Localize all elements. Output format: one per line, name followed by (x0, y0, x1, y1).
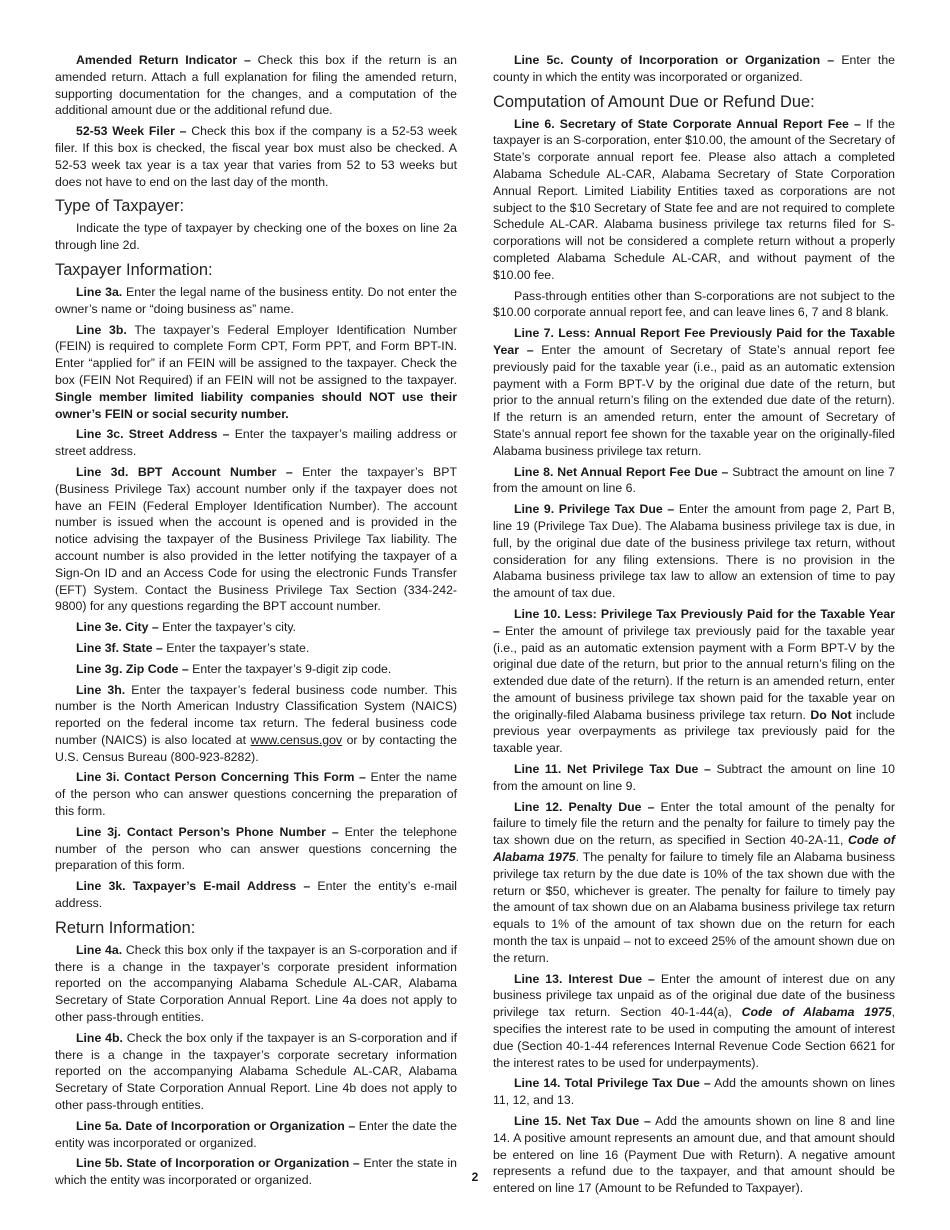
line-5a-paragraph: Line 5a. Date of Incorporation or Organization – Enter the date the entity was incorporated or organized. (55, 1118, 457, 1150)
type-of-taxpayer-heading: Type of Taxpayer: (55, 197, 185, 216)
page-number: 2 (471, 1170, 479, 1184)
line-15-paragraph: Line 15. Net Tax Due – Add the amounts shown on line 8 and line 14. A positive amount represents an amount due, and that amount should be entered on line 16 (Payment Due with Return). A negative amount represents a refund due to the taxpayer, and that amount should be entered on line 17 (Amount to be Refunded to Taxpayer). (493, 1114, 895, 1196)
line-4b-paragraph: Line 4b. Check the box only if the taxpayer is an S-corporation and if there is a change in the taxpayer’s corporate secretary information reported on the accompanying Alabama Schedule AL-CAR, Alabama Secretary of State Corporation Annual Report. Line 4b does not apply to other pass-through entities. (55, 1030, 457, 1113)
census-link[interactable]: www.census.gov (250, 732, 343, 747)
line-8-paragraph: Line 8. Net Annual Report Fee Due – Subtract the amount on line 7 from the amount on line 6. (493, 464, 895, 496)
line-3j-paragraph: Line 3j. Contact Person’s Phone Number – Enter the telephone number of the person who can answer questions concerning the preparation of this form. (55, 824, 457, 873)
line-5b-paragraph: Line 5b. State of Incorporation or Organization – Enter the state in which the entity was incorporated or organized. (55, 1156, 458, 1188)
line-3d-paragraph: Line 3d. BPT Account Number – Enter the taxpayer’s BPT (Business Privilege Tax) account number only if the taxpayer does not have an FEIN (Federal Employer Identification Number). The account number is issued when the account is opened and is provided in the notice advising the taxpayer of the Business Privilege Tax liability. The account number is also provided in the letter notifying the taxpayer of a Sign-On ID and an Access Code for using the electronic Funds Transfer (EFT) System. Contact the Business Privilege Tax Section (334-242-9800) for any questions regarding the BPT account number. (55, 464, 457, 614)
line-10-paragraph: Line 10. Less: Privilege Tax Previously Paid for the Taxable Year – Enter the amount of privilege tax previously paid for the taxable year (i.e., paid as an automatic extension payment with a Form BPT-V by the original due date of the return, but prior to the annual return’s filing on the extended due date of the return). If the return is an amended return, enter the amount of business privilege tax shown paid for the taxable year on the originally-filed Alabama business privilege tax return. Do Not include previous year overpayments as privilege tax previously paid for the taxable year. (493, 606, 895, 756)
amended-return-paragraph: Amended Return Indicator – Check this box if the return is an amended return. Attach a full explanation for filing the amended return, supporting documentation for the changes, and a computation of the additional amount due or the additional refund due. (55, 53, 457, 118)
line-9-paragraph: Line 9. Privilege Tax Due – Enter the amount from page 2, Part B, line 19 (Privilege Tax Due). The Alabama business privilege tax is due, in full, by the original due date of the business privilege tax return, without consideration for any filing extensions. There is no provision in the Alabama business privilege tax law to allow an extension of time to pay the amount of tax due. (493, 502, 895, 601)
line-3c-paragraph: Line 3c. Street Address – Enter the taxpayer’s mailing address or street address. (55, 427, 457, 459)
line-3f-paragraph: Line 3f. State – Enter the taxpayer’s state. (76, 640, 310, 655)
return-information-heading: Return Information: (55, 918, 196, 937)
pass-through-paragraph: Pass-through entities other than S-corporations are not subject to the $10.00 corporate annual report fee, and can leave lines 6, 7 and 8 blank. (493, 288, 895, 320)
line-3e-paragraph: Line 3e. City – Enter the taxpayer’s city. (76, 620, 297, 635)
line-3h-paragraph: Line 3h. Enter the taxpayer’s federal business code number. This number is the North American Industry Classification System (NAICS) reported on the federal income tax return. The federal business code number (NAICS) is also located at www.census.gov or by contacting the U.S. Census Bureau (800-923-8282). (55, 682, 458, 764)
week-filer-paragraph: 52-53 Week Filer – Check this box if the company is a 52-53 week filer. If this box is checked, the fiscal year box must also be checked. A 52-53 week tax year is a tax year that varies from 52 to 53 weeks but does not have to end on the last day of the month. (55, 124, 457, 189)
line-3g-paragraph: Line 3g. Zip Code – Enter the taxpayer’s 9-digit zip code. (76, 661, 392, 676)
line-3a-paragraph: Line 3a. Enter the legal name of the business entity. Do not enter the owner’s name or “doing business as” name. (55, 284, 457, 316)
line-7-paragraph: Line 7. Less: Annual Report Fee Previously Paid for the Taxable Year – Enter the amount of Secretary of State’s annual report fee previously paid for the taxable year (i.e., paid as an automatic extension payment with a Form BPT-V by the original due date of the return, but prior to the annual return’s filing on the extended due date of the return). If the return is an amended return, enter the amount of Secretary of State’s annual report fee shown for the taxable year on the originally-filed Alabama business privilege tax return. (493, 326, 895, 458)
line-13-paragraph: Line 13. Interest Due – Enter the amount of interest due on any business privilege tax unpaid as of the original due date of the business privilege tax return. Section 40-1-44(a), Code of Alabama 1975, specifies the interest rate to be used in computing the amount of interest due (Section 40-1-44 references Internal Revenue Code Section 6621 for the interest rates to be used for underpayments). (493, 971, 895, 1070)
right-column (493, 52, 895, 1201)
line-11-paragraph: Line 11. Net Privilege Tax Due – Subtract the amount on line 10 from the amount on line 9. (493, 762, 895, 793)
line-3b-paragraph: Line 3b. The taxpayer’s Federal Employer Identification Number (FEIN) is required to complete Form CPT, Form PPT, and Form BPT-IN. Enter “applied for” if an FEIN will be assigned to the taxpayer. Check the box (FEIN Not Required) if an FEIN will not be assigned to the taxpayer. Single member limited liability companies should NOT use their owner’s FEIN or social security number. (55, 322, 458, 421)
computation-heading: Computation of Amount Due or Refund Due: (493, 92, 815, 111)
line-14-paragraph: Line 14. Total Privilege Tax Due – Add the amounts shown on lines 11, 12, and 13. (493, 1076, 895, 1108)
left-column (55, 52, 457, 1193)
line-6-paragraph: Line 6. Secretary of State Corporate Annual Report Fee – If the taxpayer is an S-corporation, enter $10.00, the amount of the Secretary of State’s corporate annual report fee. Please also attach a completed Alabama Schedule AL-CAR, Alabama Secretary of State Corporation Annual Report. Limited Liability Entities taxed as corporations are not subject to the $10 Secretary of State fee and are not required to complete Schedule AL-CAR. Alabama business privilege tax returns filed for S-corporations will not be considered a complete return without a properly completed Alabama Schedule AL-CAR, and without payment of the $10.00 fee. (493, 116, 895, 282)
type-of-taxpayer-paragraph: Indicate the type of taxpayer by checking one of the boxes on line 2a through line 2d. (55, 221, 457, 253)
line-3i-paragraph: Line 3i. Contact Person Concerning This Form – Enter the name of the person who can answer questions concerning the preparation of this form. (55, 770, 457, 819)
line-3k-paragraph: Line 3k. Taxpayer’s E-mail Address – Enter the entity’s e-mail address. (55, 879, 458, 911)
line-5c-paragraph: Line 5c. County of Incorporation or Organization – Enter the county in which the entity was incorporated or organized. (493, 53, 895, 84)
taxpayer-information-heading: Taxpayer Information: (55, 260, 213, 279)
line-4a-paragraph: Line 4a. Check this box only if the taxpayer is an S-corporation and if there is a change in the taxpayer’s corporate president information reported on the accompanying Alabama Schedule AL-CAR, Alabama Secretary of State Corporation Annual Report. Line 4a does not apply to other pass-through entities. (55, 942, 458, 1025)
line-12-paragraph: Line 12. Penalty Due – Enter the total amount of the penalty for failure to timely file the return and the penalty for failure to timely pay the tax shown due on the return, as specified in Section 40-2A-11, Code of Alabama 1975. The penalty for failure to timely file an Alabama business privilege tax return by the due date is 10% of the tax shown due with the return or $50, whichever is greater. The penalty for failure to timely pay the amount of tax shown due on an Alabama business privilege tax return equals to 1% of the amount of tax shown due on the return for each month the tax is unpaid – not to exceed 25% of the amount shown due on the return. (493, 799, 896, 965)
